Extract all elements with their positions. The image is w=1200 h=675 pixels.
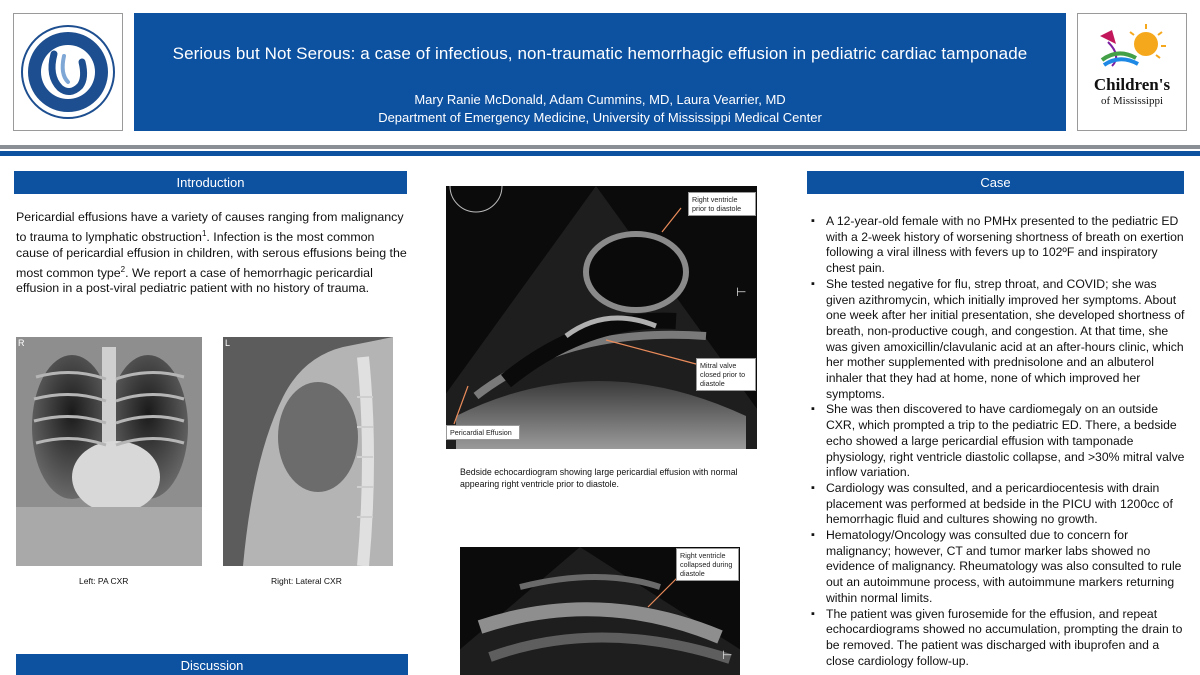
- divider-blue: [0, 151, 1200, 156]
- pa-cxr-caption: Left: PA CXR: [79, 576, 129, 586]
- svg-text:⊢: ⊢: [736, 285, 747, 299]
- poster-authors: Mary Ranie McDonald, Adam Cummins, MD, Laura Vearrier, MD: [414, 92, 786, 107]
- ummc-logo-box: [13, 13, 123, 131]
- childrens-of-mississippi-logo: [1082, 22, 1182, 122]
- case-item: ▪ Cardiology was consulted, and a pericardiocentesis with drain placement was performed at bedside in the PICU with 1200cc of hemorrhagic fluid and cultures showing no growth.: [807, 481, 1187, 528]
- pa-chest-xray-image: [16, 337, 202, 566]
- case-heading: Case: [807, 171, 1184, 194]
- case-item: ▪ A 12-year-old female with no PMHx presented to the pediatric ED with a 2-week history of worsening shortness of breath on exertion following a viral illness with fevers up to 102ºF and inspiratory chest pain.: [807, 214, 1187, 277]
- svg-text:⊢: ⊢: [722, 648, 733, 662]
- lateral-chest-xray-image: [223, 337, 393, 566]
- echo-caption: Bedside echocardiogram showing large pericardial effusion with normal appearing right ventricle prior to diastole.: [460, 467, 738, 489]
- case-item: ▪ The patient was given furosemide for the effusion, and repeat echocardiograms showed no accumulation, prompting the drain to be removed. The patient was discharged with ibuprofen and a close cardiology follow-up.: [807, 607, 1187, 670]
- annotation-mitral-valve: Mitral valve closed prior to diastole: [696, 358, 756, 391]
- echocardiogram-image-1: [446, 186, 757, 449]
- title-banner: [134, 13, 1066, 131]
- ummc-seal-logo: [20, 24, 116, 120]
- annotation-rv-collapsed: Right ventricle collapsed during diastole: [676, 548, 739, 581]
- xray-marker-r: R: [18, 338, 25, 348]
- discussion-heading: Discussion: [16, 654, 408, 675]
- poster-title: Serious but Not Serous: a case of infectious, non-traumatic hemorrhagic effusion in pediatric cardiac tamponade: [172, 44, 1028, 63]
- case-item: ▪ She tested negative for flu, strep throat, and COVID; she was given azithromycin, which initially improved her symptoms. About one week after her initial presentation, she developed shortness of breath, non-productive cough, and congestion. At that time, she was given amoxicillin/clavulanic acid at an after-hours clinic, which her mother supplemented with prednisolone and an albuterol inhaler that they had at home, none of which improved her symptoms.: [807, 277, 1187, 403]
- logo-word-mississippi: of Mississippi: [1100, 95, 1164, 107]
- childrens-logo-box: [1077, 13, 1187, 131]
- lateral-cxr-caption: Right: Lateral CXR: [271, 576, 342, 586]
- annotation-pericardial-effusion: Pericardial Effusion: [446, 425, 520, 440]
- divider-gray: [0, 145, 1200, 149]
- case-item: ▪ Hematology/Oncology was consulted due to concern for malignancy; however, CT and tumor marker labs showed no evidence of malignancy. Rheumatology was also consulted to rule out an autoimmune process, with autoimmune markers returning within normal limits.: [807, 528, 1187, 607]
- case-list: [807, 214, 1187, 669]
- annotation-right-ventricle: Right ventricle prior to diastole: [688, 192, 756, 216]
- introduction-heading: Introduction: [14, 171, 407, 194]
- xray-marker-l: L: [225, 338, 231, 348]
- logo-word-childrens: Children's: [1093, 75, 1171, 94]
- case-item: ▪ She was then discovered to have cardiomegaly on an outside CXR, which prompted a trip to the pediatric ED. There, a bedside echo showed a large pericardial effusion with tamponade physiology, right ventricle diastolic collapse, and >30% mitral valve inflow variation.: [807, 402, 1187, 481]
- introduction-text: Pericardial effusions have a variety of causes ranging from malignancy to trauma to lymphatic obstruction$^1$. Infection is the most common cause of pericardial effusion in children, with serous effusions being the most common type$^2$. We report a case of hemorrhagic pericardial effusion in a post-viral pediatric patient with no history of trauma.: [16, 210, 407, 296]
- poster-department: Department of Emergency Medicine, University of Mississippi Medical Center: [378, 110, 822, 125]
